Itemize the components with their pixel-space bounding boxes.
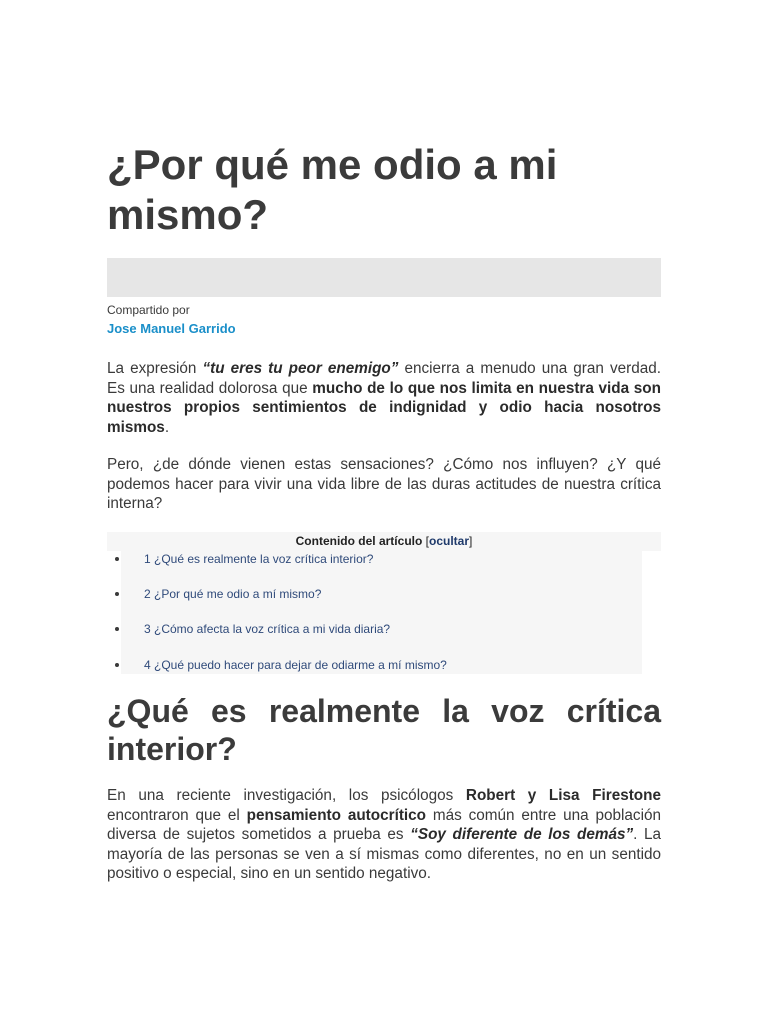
toc-item-label: 2 ¿Por qué me odio a mí mismo? [144, 587, 322, 601]
bullet-icon [115, 663, 119, 667]
section-paragraph [107, 786, 661, 884]
toc-item-label: 3 ¿Cómo afecta la voz crítica a mi vida diaria? [144, 622, 391, 636]
intro-text-a: La expresión [107, 360, 203, 377]
toc-item-label: 4 ¿Qué puedo hacer para dejar de odiarme a mí mismo? [144, 658, 447, 672]
shared-by-label: Compartido por [107, 303, 190, 317]
toc-close-bracket: ] [469, 534, 473, 548]
section-quote: “Soy diferente de los demás” [410, 826, 634, 843]
section-text-a: En una reciente investigación, los psicólogos [107, 787, 466, 804]
bullet-icon [115, 557, 119, 561]
ad-placeholder-bar [107, 258, 661, 297]
section-heading: ¿Qué es realmente la voz crítica interior? [107, 693, 661, 767]
section-bold-names: Robert y Lisa Firestone [465, 787, 662, 804]
toc-list [121, 551, 642, 674]
author-link[interactable]: Jose Manuel Garrido [107, 321, 236, 336]
toc-header [107, 532, 661, 551]
intro-text-c: encierra a menudo una gran verdad. Es una realidad dolorosa que [107, 360, 662, 397]
bullet-icon [115, 627, 119, 631]
intro-paragraph [107, 359, 661, 437]
section-bold-term: pensamiento autocrítico [246, 806, 427, 824]
page-title: ¿Por qué me odio a mi mismo? [107, 141, 558, 238]
intro-quote: “tu eres tu peor enemigo” [202, 360, 399, 377]
toc-hide-link[interactable]: ocultar [429, 534, 470, 548]
bullet-icon [115, 592, 119, 596]
table-of-contents [107, 532, 661, 674]
question-paragraph: Pero, ¿de dónde vienen estas sensaciones? ¿Cómo nos influyen? ¿Y qué podemos hacer para vivir una vida libre de las duras actitudes de nuestra crítica interna? [107, 456, 661, 512]
section-text-g: . La mayoría de las personas se ven a sí mismas como diferentes, no en un sentido positivo o especial, sino en un sentido negativo. [107, 826, 662, 882]
toc-item-label: 1 ¿Qué es realmente la voz crítica interior? [144, 552, 374, 566]
toc-title: Contenido del artículo [295, 534, 423, 548]
section-text-c: encontraron que el [107, 806, 247, 824]
intro-text-e: . [164, 418, 170, 436]
intro-bold: mucho de lo que nos limita en nuestra vida son nuestros propios sentimientos de indignidad y odio hacia nosotros mismos [107, 379, 661, 436]
section-text-e: más común entre una población diversa de sujetos sometidos a prueba es [107, 806, 661, 843]
toc-open-bracket: [ [425, 534, 429, 548]
